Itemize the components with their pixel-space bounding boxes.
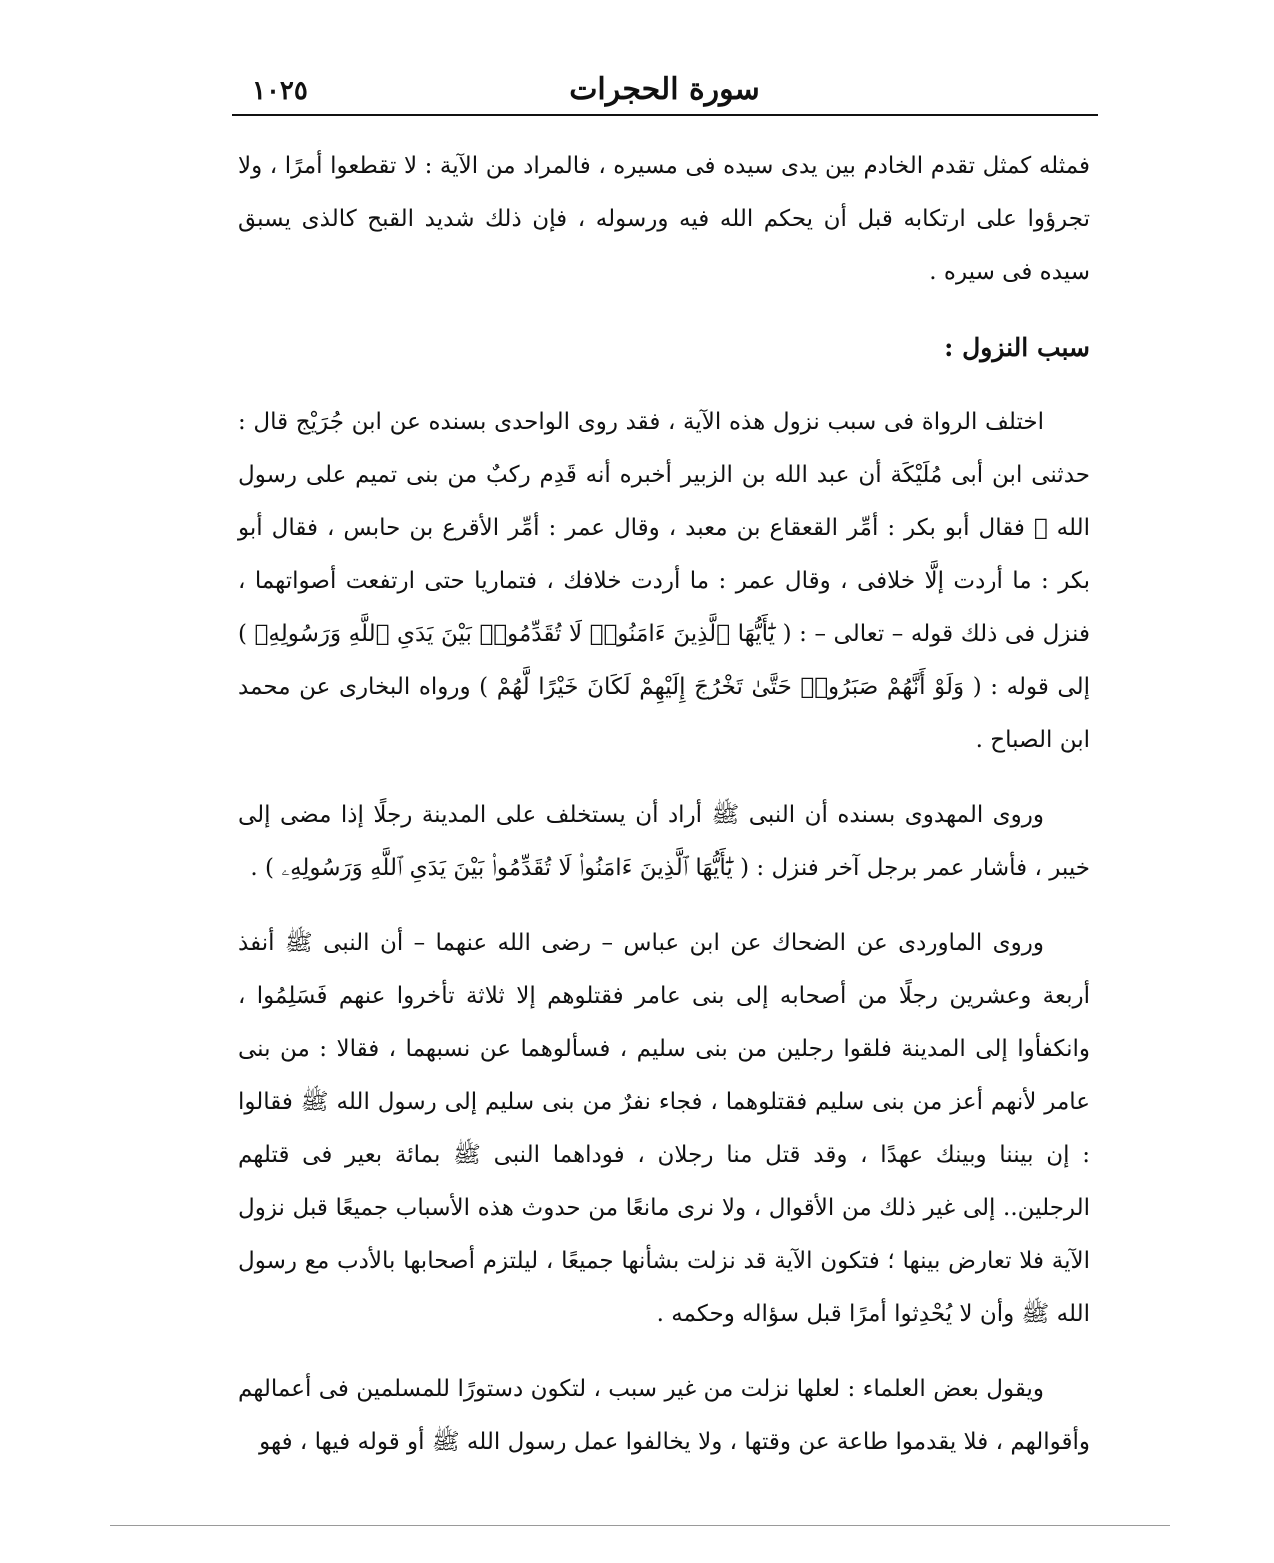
paragraph-mawardi: وروى الماوردى عن الضحاك عن ابن عباس – رضى الله عنهما – أن النبى ﷺ أنفذ أربعة وعشرين رجلًا من أصحابه إلى بنى عامر فقتلوهم إلا ثلاثة تأخروا عنهم فَسَلِمُوا ، وانكفأوا إلى المدينة فلقوا رجلين من بنى سليم ، فسألوهما عن نسبهما ، فقالا : من بنى عامر لأنهم أعز من بنى سليم فقتلوهما ، فجاء نفرٌ من بنى سليم إلى رسول الله ﷺ فقالوا : إن بيننا وبينك عهدًا ، وقد قتل منا رجلان ، فوداهما النبى ﷺ بمائة بعير فى قتلهم الرجلين.. إلى غير ذلك من الأقوال ، ولا نرى مانعًا من حدوث هذه الأسباب جميعًا قبل نزول الآية فلا تعارض بينها ؛ فتكون الآية قد نزلت بشأنها جميعًا ، ليلتزم أصحابها بالأدب مع رسول الله ﷺ وأن لا يُحْدِثوا أمرًا قبل سؤاله وحكمه . xyxy=(238,930,1090,1327)
page-number: ١٠٢٥ xyxy=(252,76,308,106)
page-body xyxy=(238,140,1090,1469)
scan-bottom-line xyxy=(110,1525,1170,1526)
paragraph-gap xyxy=(238,895,1090,917)
paragraph-gap xyxy=(238,767,1090,789)
section-heading: سبب النزول : xyxy=(944,333,1090,362)
paragraph-mahdawi: وروى المهدوى بسنده أن النبى ﷺ أراد أن يستخلف على المدينة رجلًا إذا مضى إلى خيبر ، فأشار عمر برجل آخر فنزل : ( يَٰٓأَيُّهَا ٱلَّذِينَ ءَامَنُوا۟ لَا تُقَدِّمُوا۟ بَيْنَ يَدَىِ ٱللَّهِ وَرَسُولِهِۦ ) . xyxy=(238,802,1090,881)
paragraph-gap xyxy=(238,374,1090,396)
paragraph-gap xyxy=(238,299,1090,321)
paragraph-scholars: ويقول بعض العلماء : لعلها نزلت من غير سبب ، لتكون دستورًا للمسلمين فى أعمالهم وأقوالهم ، فلا يقدموا طاعة عن وقتها ، ولا يخالفوا عمل رسول الله ﷺ أو قوله فيها ، فهو xyxy=(238,1376,1090,1455)
paragraph-intro: فمثله كمثل تقدم الخادم بين يدى سيده فى مسيره ، فالمراد من الآية : لا تقطعوا أمرًا ، ولا تجرؤوا على ارتكابه قبل أن يحكم الله فيه ورسوله ، فإن ذلك شديد القبح كالذى يسبق سيده فى سيره . xyxy=(238,153,1090,285)
page-header xyxy=(232,66,1097,114)
surah-title: سورة الحجرات xyxy=(569,72,760,107)
header-rule xyxy=(232,114,1098,116)
paragraph-wahidi: اختلف الرواة فى سبب نزول هذه الآية ، فقد روى الواحدى بسنده عن ابن جُرَيْج قال : حدثنى ابن أبى مُلَيْكَة أن عبد الله بن الزبير أخبره أنه قَدِم ركبٌ من بنى تميم على رسول الله ﷺ فقال أبو بكر : أمِّر القعقاع بن معبد ، وقال عمر : أمِّر الأقرع بن حابس ، فقال أبو بكر : ما أردت إلَّا خلافى ، وقال عمر : ما أردت خلافك ، فتماريا حتى ارتفعت أصواتهما ، فنزل فى ذلك قوله – تعالى – : ( يَٰٓأَيُّهَا ٱلَّذِينَ ءَامَنُوا۟ لَا تُقَدِّمُوا۟ بَيْنَ يَدَىِ ٱللَّهِ وَرَسُولِهِۦ ) إلى قوله : ( وَلَوْ أَنَّهُمْ صَبَرُوا۟ حَتَّىٰ تَخْرُجَ إِلَيْهِمْ لَكَانَ خَيْرًا لَّهُمْ ) ورواه البخارى عن محمد ابن الصباح . xyxy=(238,409,1090,753)
paragraph-gap xyxy=(238,1341,1090,1363)
